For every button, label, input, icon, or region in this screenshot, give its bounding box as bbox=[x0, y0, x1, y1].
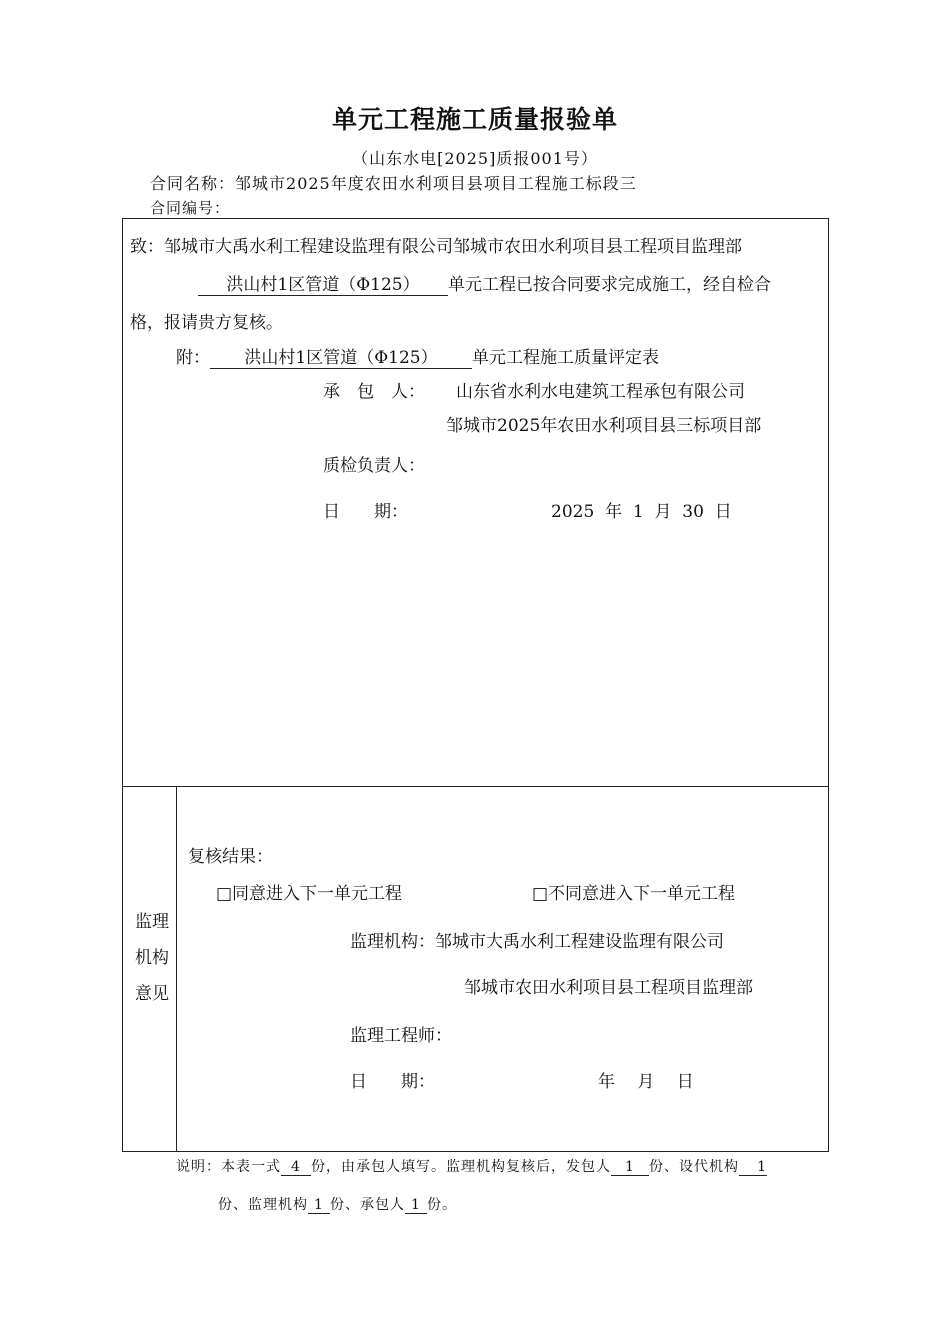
note-part-6: 份。 bbox=[427, 1197, 457, 1213]
disagree-checkbox-label[interactable]: □不同意进入下一单元工程 bbox=[532, 884, 736, 904]
supervision-opinion-label: 监理机构意见 bbox=[135, 912, 169, 1004]
attachment-label: 附： bbox=[176, 348, 210, 368]
note-design-count: 1 bbox=[739, 1159, 767, 1176]
note-copies-count: 4 bbox=[281, 1159, 311, 1176]
note-part-3: 份、设代机构 bbox=[649, 1159, 739, 1175]
attachment-suffix: 单元工程施工质量评定表 bbox=[472, 348, 659, 368]
supervision-date-label: 日 期： bbox=[350, 1072, 435, 1092]
supervision-section bbox=[122, 786, 829, 1152]
attachment-unit-underlined: 洪山村1区管道（Φ125） bbox=[210, 348, 472, 369]
supervision-engineer-label: 监理工程师： bbox=[350, 1026, 452, 1046]
contractor-department: 邹城市2025年农田水利项目县三标项目部 bbox=[446, 416, 762, 436]
contract-name-value: 邹城市2025年度农田水利项目县项目工程施工标段三 bbox=[235, 174, 637, 193]
note-supervisor-count: 1 bbox=[308, 1197, 330, 1214]
report-number: （山东水电[2025]质报001号） bbox=[352, 149, 598, 168]
contract-no-label: 合同编号： bbox=[150, 199, 231, 217]
supervision-org-label: 监理机构： bbox=[350, 932, 435, 952]
unit-statement-suffix: 单元工程已按合同要求完成施工，经自检合 bbox=[448, 275, 771, 295]
note-part-5: 份、承包人 bbox=[330, 1197, 405, 1213]
supervision-date-value: 年 月 日 bbox=[598, 1072, 694, 1092]
note-contractor-count: 1 bbox=[405, 1197, 427, 1214]
note-employer-count: 1 bbox=[611, 1159, 649, 1176]
unit-statement-line bbox=[198, 270, 771, 296]
supervision-org-name: 邹城市大禹水利工程建设监理有限公司 bbox=[435, 932, 724, 952]
note-part-2: 份，由承包人填写。监理机构复核后，发包人 bbox=[311, 1159, 611, 1175]
unit-name-underlined: 洪山村1区管道（Φ125） bbox=[198, 275, 448, 296]
supervision-org-line bbox=[350, 927, 724, 952]
contractor-date-value: 2025 年 1 月 30 日 bbox=[551, 502, 732, 522]
note-part-1: 说明：本表一式 bbox=[176, 1159, 281, 1175]
attachment-line bbox=[176, 343, 659, 369]
column-divider bbox=[176, 786, 177, 1152]
contractor-date-label: 日 期： bbox=[323, 502, 408, 522]
qc-responsible-label: 质检负责人： bbox=[323, 456, 425, 476]
note-part-4: 份、监理机构 bbox=[218, 1197, 308, 1213]
page-title: 单元工程施工质量报验单 bbox=[331, 105, 618, 134]
instructions-line-1 bbox=[176, 1156, 767, 1176]
contract-name-row bbox=[150, 171, 637, 194]
addressee-line bbox=[130, 232, 742, 257]
contractor-label: 承 包 人： bbox=[323, 382, 425, 402]
addressee-label: 致： bbox=[130, 237, 164, 257]
addressee-value: 邹城市大禹水利工程建设监理有限公司邹城市农田水利项目县工程项目监理部 bbox=[164, 237, 742, 257]
disagree-option[interactable] bbox=[532, 879, 735, 904]
contract-name-label: 合同名称： bbox=[150, 174, 236, 193]
unit-statement-line-2: 格，报请贵方复核。 bbox=[130, 313, 283, 333]
agree-option[interactable] bbox=[216, 879, 402, 904]
instructions-line-2 bbox=[218, 1194, 457, 1214]
review-result-label: 复核结果： bbox=[188, 847, 273, 867]
agree-checkbox-label[interactable]: □同意进入下一单元工程 bbox=[216, 884, 403, 904]
contractor-name: 山东省水利水电建筑工程承包有限公司 bbox=[456, 382, 745, 402]
contract-no-row bbox=[150, 197, 230, 218]
supervision-org-department: 邹城市农田水利项目县工程项目监理部 bbox=[464, 978, 753, 998]
